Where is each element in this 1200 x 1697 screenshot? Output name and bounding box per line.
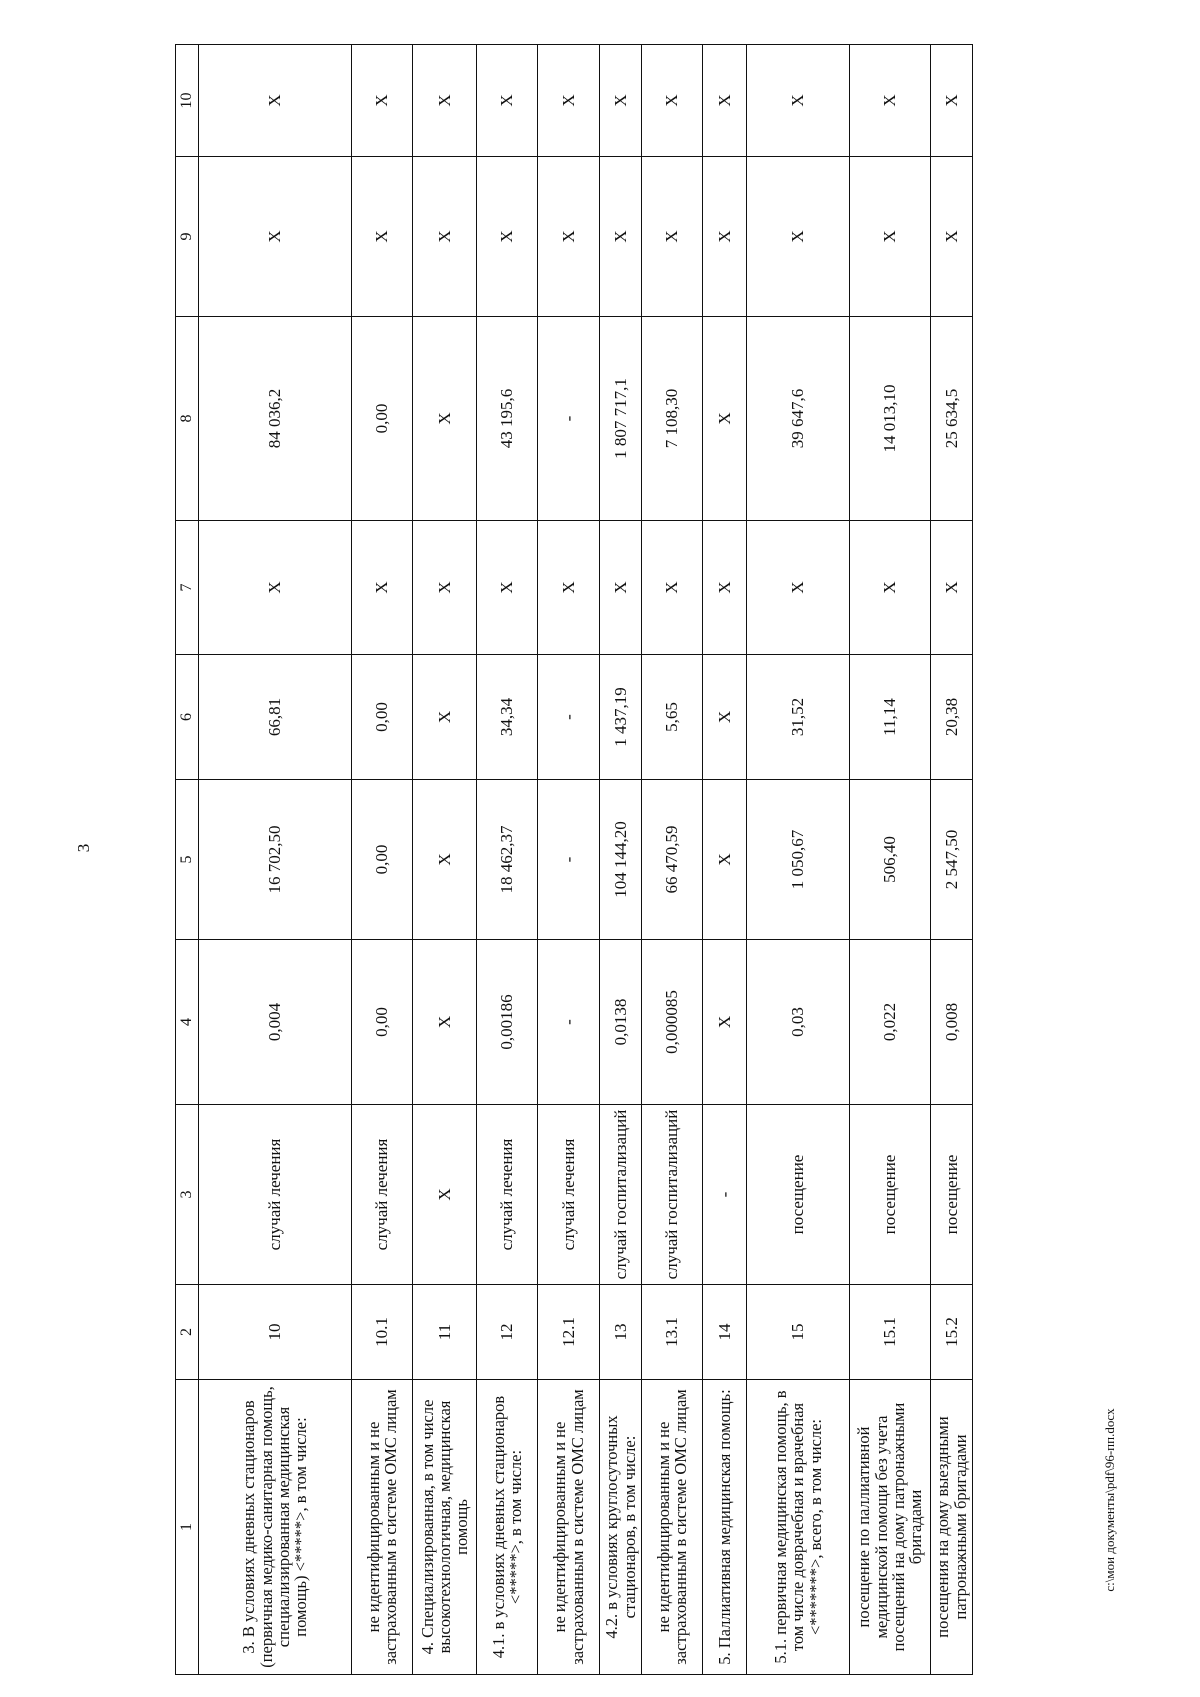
table-cell: посещение [747,1105,850,1285]
row-label: не идентифицированным и не застрахованным в системе ОМС лицам [352,1380,413,1675]
table-cell: 11 [413,1285,477,1380]
table-cell: случай лечения [477,1105,538,1285]
table-cell: Х [538,157,600,317]
table-cell: 10.1 [352,1285,413,1380]
table-cell: Х [199,157,352,317]
table-cell: 0,022 [850,940,931,1105]
table-cell: - [538,780,600,940]
header-cell: 4 [176,940,199,1105]
table-row [477,45,538,1675]
table-cell: 16 702,50 [199,780,352,940]
table-cell: Х [413,940,477,1105]
column-number-row [176,45,199,1675]
table-cell: Х [600,521,642,655]
table-cell: Х [850,521,931,655]
table-cell: 15 [747,1285,850,1380]
row-label: 5.1. первичная медицинская помощь, в том числе доврачебная и врачебная <*******>, всего, в том числе: [747,1380,850,1675]
table-cell: Х [413,780,477,940]
row-label: посещение по паллиативной медицинской помощи без учета посещений на дому патронажными бригадами [850,1380,931,1675]
table-row [199,45,352,1675]
table-cell: Х [703,45,747,157]
table-cell: Х [642,157,703,317]
table-cell: 13 [600,1285,642,1380]
table-cell: 18 462,37 [477,780,538,940]
table-cell: 0,008 [931,940,973,1105]
row-label: 4.1. в условиях дневных стационаров <*****>, в том числе: [477,1380,538,1675]
table-cell: 12.1 [538,1285,600,1380]
table-row [931,45,973,1675]
header-cell: 9 [176,157,199,317]
table-cell: 39 647,6 [747,317,850,521]
table-cell: Х [199,521,352,655]
table-cell: Х [413,1105,477,1285]
table-cell: посещение [931,1105,973,1285]
table-cell: 0,00 [352,940,413,1105]
table-cell: 66,81 [199,655,352,780]
page-number: 3 [74,843,93,853]
table-cell: 1 807 717,1 [600,317,642,521]
table-cell: Х [703,780,747,940]
table-cell: Х [413,655,477,780]
table-cell: Х [931,45,973,157]
table-cell: 0,004 [199,940,352,1105]
table-cell: - [538,317,600,521]
row-label: 4. Специализированная, в том числе высокотехнологичная, медицинская помощь [413,1380,477,1675]
table-cell: Х [931,157,973,317]
table-cell: 43 195,6 [477,317,538,521]
table-cell: Х [642,45,703,157]
header-cell: 7 [176,521,199,655]
table-cell: Х [538,521,600,655]
table-cell: 506,40 [850,780,931,940]
table-cell: Х [413,521,477,655]
table-cell: - [703,1105,747,1285]
table-cell: 7 108,30 [642,317,703,521]
financing-table [175,44,973,1675]
table-cell: 14 [703,1285,747,1380]
table-cell: 104 144,20 [600,780,642,940]
table-row [747,45,850,1675]
table-cell: Х [703,655,747,780]
table-cell: Х [703,940,747,1105]
table-cell: Х [413,157,477,317]
table-cell: 66 470,59 [642,780,703,940]
table-cell: случай лечения [352,1105,413,1285]
table-row [352,45,413,1675]
table-cell: 5,65 [642,655,703,780]
table-cell: 0,00 [352,655,413,780]
table-cell: 15.2 [931,1285,973,1380]
header-cell: 8 [176,317,199,521]
table-cell: 12 [477,1285,538,1380]
table-row [850,45,931,1675]
table-cell: Х [538,45,600,157]
table-cell: 0,00 [352,317,413,521]
table-cell: Х [477,521,538,655]
table-cell: Х [477,157,538,317]
header-cell: 2 [176,1285,199,1380]
table-cell: 0,0138 [600,940,642,1105]
table-cell: случай лечения [538,1105,600,1285]
row-label: не идентифицированным и не застрахованным в системе ОМС лицам [642,1380,703,1675]
table-row [413,45,477,1675]
file-path-footer: c:\мои документы\pdf\96-пп.docx [1102,1408,1117,1592]
table-cell: Х [600,157,642,317]
table-row [538,45,600,1675]
table-cell: Х [850,157,931,317]
table-cell: 2 547,50 [931,780,973,940]
table-cell: Х [199,45,352,157]
table-cell: Х [747,45,850,157]
row-label: 4.2. в условиях круглосуточных стационаров, в том числе: [600,1380,642,1675]
table-cell: 0,03 [747,940,850,1105]
table-cell: 13.1 [642,1285,703,1380]
table-cell: 1 437,19 [600,655,642,780]
table-cell: - [538,655,600,780]
table-cell: 0,00 [352,780,413,940]
row-label: посещения на дому выездными патронажными бригадами [931,1380,973,1675]
table-cell: Х [352,521,413,655]
table-cell: 15.1 [850,1285,931,1380]
table-cell: Х [931,521,973,655]
table-row [600,45,642,1675]
table-cell: случай госпитализаций [600,1105,642,1285]
table-cell: 25 634,5 [931,317,973,521]
table-cell: Х [642,521,703,655]
table-cell: Х [600,45,642,157]
table-cell: 0,000085 [642,940,703,1105]
table-cell: 14 013,10 [850,317,931,521]
table-cell: Х [850,45,931,157]
table-cell: Х [413,317,477,521]
table-cell: 34,34 [477,655,538,780]
table-row [642,45,703,1675]
table-cell: Х [352,157,413,317]
table-cell: 31,52 [747,655,850,780]
table-cell: Х [703,317,747,521]
table-cell: 10 [199,1285,352,1380]
table-cell: Х [747,157,850,317]
table-cell: Х [703,157,747,317]
row-label: 5. Паллиативная медицинская помощь: [703,1380,747,1675]
row-label: не идентифицированным и не застрахованным в системе ОМС лицам [538,1380,600,1675]
header-cell: 10 [176,45,199,157]
table-cell: 1 050,67 [747,780,850,940]
table-cell: Х [477,45,538,157]
table-cell: случай лечения [199,1105,352,1285]
table-cell: 84 036,2 [199,317,352,521]
table-cell: Х [352,45,413,157]
header-cell: 1 [176,1380,199,1675]
table-cell: 0,00186 [477,940,538,1105]
table-cell: Х [413,45,477,157]
row-label: 3. В условиях дневных стационаров (первичная медико-санитарная помощь, специализированная медицинская помощь) <*****>, в том числе: [199,1380,352,1675]
table-cell: 11,14 [850,655,931,780]
table-cell: 20,38 [931,655,973,780]
table-cell: Х [747,521,850,655]
table-row [703,45,747,1675]
rotated-table-wrapper [175,45,973,1675]
table-cell: случай госпитализаций [642,1105,703,1285]
table-cell: - [538,940,600,1105]
table-cell: Х [703,521,747,655]
header-cell: 3 [176,1105,199,1285]
table-cell: посещение [850,1105,931,1285]
header-cell: 6 [176,655,199,780]
header-cell: 5 [176,780,199,940]
